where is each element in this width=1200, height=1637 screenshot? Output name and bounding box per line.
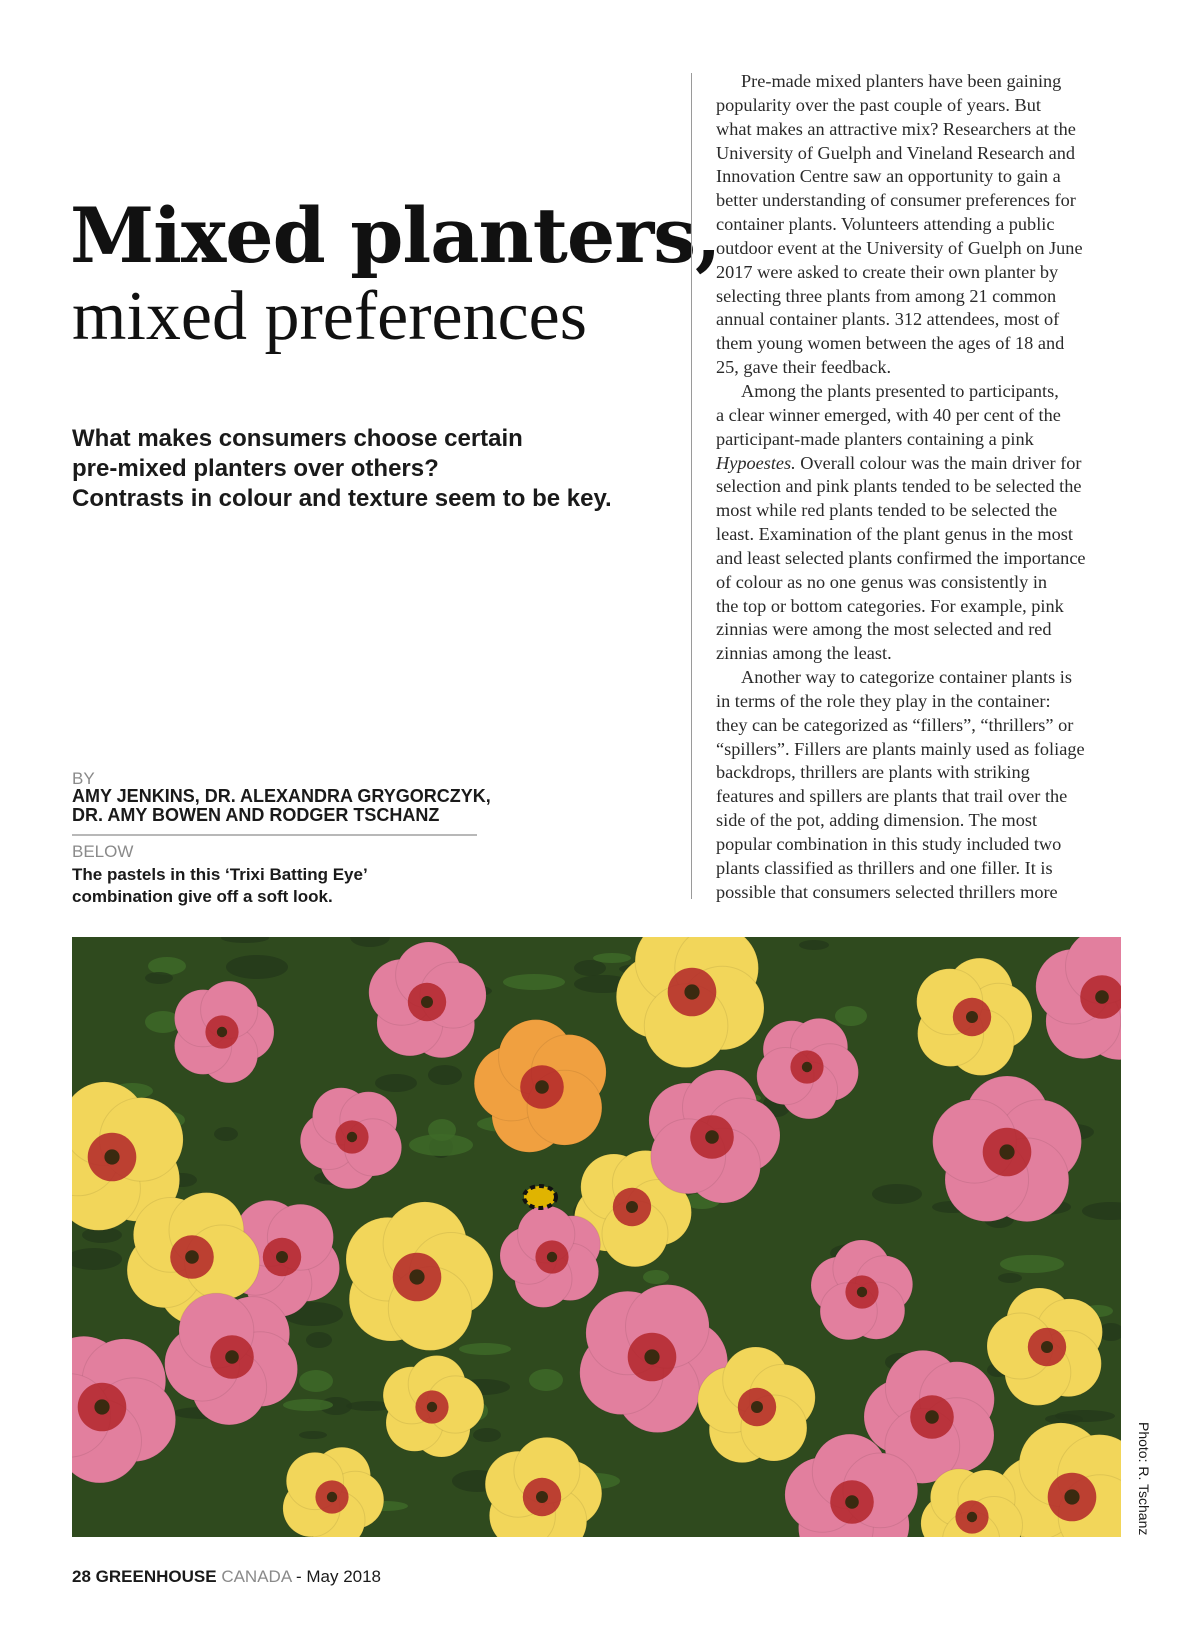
leaf [459,1343,511,1355]
leaf [473,1428,501,1442]
photo-caption [72,864,492,908]
body-line: University of Guelph and Vineland Research and [716,142,1076,163]
byline-author-line: DR. AMY BOWEN AND RODGER TSCHANZ [72,805,440,825]
article-body [716,70,1131,905]
flower-photo [72,937,1121,1537]
flower-center [185,1250,199,1264]
body-line: side of the pot, adding dimension. The most [716,810,1038,831]
leaf [998,1273,1022,1283]
flower-center [547,1252,557,1262]
byline-divider [72,834,477,836]
caption-line: The pastels in this ‘Trixi Batting Eye’ [72,865,368,884]
flower-center [421,996,433,1008]
leaf [306,1332,332,1348]
body-line: backdrops, thrillers are plants with striking [716,762,1030,783]
flower-center [347,1132,357,1142]
body-line: what makes an attractive mix? Researchers at the [716,118,1076,139]
flower-center [327,1492,337,1502]
body-line: selection and pink plants tended to be selected the [716,476,1082,497]
flower-center [626,1201,638,1213]
body-line: zinnias among the least. [716,643,892,664]
leaf [593,953,631,963]
body-line-rest: Overall colour was the main driver for [800,452,1082,473]
issue-date: - May 2018 [295,1567,382,1586]
leaf [148,957,186,975]
caption-label: BELOW [72,842,134,861]
flower-center [684,984,699,999]
flower-center [94,1399,109,1414]
body-line: a clear winner emerged, with 40 per cent of the [716,404,1061,425]
byline-label: BY [72,769,95,788]
flower-center [1064,1489,1079,1504]
body-line: of colour as no one genus was consistently in [716,571,1048,592]
leaf [283,1399,333,1411]
body-line: popularity over the past couple of years. But [716,94,1041,115]
article-deck [72,424,632,514]
body-line: annual container plants. 312 attendees, most of [716,309,1060,330]
leaf [872,1184,922,1204]
body-line: outdoor event at the University of Guelph on June [716,237,1083,258]
page-footer [72,1567,381,1587]
flower-center [1041,1341,1053,1353]
leaf [574,960,606,976]
deck-line: What makes consumers choose certain [72,425,523,452]
flower-center [225,1350,239,1364]
body-line: most while red plants tended to be selected the [716,500,1058,521]
flower-center [276,1251,288,1263]
flower-center [705,1130,719,1144]
flower-center [802,1062,812,1072]
flower-center [427,1402,437,1412]
flower-center [409,1269,424,1284]
flower-photo-art [72,937,1121,1537]
body-line: in terms of the role they play in the container: [716,690,1051,711]
body-line: them young women between the ages of 18 and [716,333,1065,354]
flower-center [967,1512,977,1522]
leaf [299,1431,327,1439]
leaf [529,1369,563,1391]
body-line: plants classified as thrillers and one filler. It is [716,857,1053,878]
body-line: possible that consumers selected thrillers more [716,881,1058,902]
flower-center [104,1149,119,1164]
leaf [409,1134,473,1156]
body-line: 25, gave their feedback. [716,357,892,378]
leaf [1000,1255,1064,1273]
body-line: features and spillers are plants that trail over the [716,786,1068,807]
flower-center [999,1144,1014,1159]
flower-center [1095,990,1109,1004]
body-line: popular combination in this study included two [716,834,1062,854]
leaf [214,1127,238,1141]
byline-author-line: AMY JENKINS, DR. ALEXANDRA GRYGORCZYK, [72,786,491,806]
body-line: “spillers”. Fillers are plants mainly used as foliage [716,738,1085,759]
photo-credit [1136,1422,1152,1537]
deck-line: pre-mixed planters over others? [72,455,439,482]
article-subtitle: mixed preferences [72,278,587,355]
magazine-name-light: CANADA [221,1567,292,1586]
body-line: better understanding of consumer preferences for [716,190,1076,211]
leaf [226,955,288,979]
article-title: Mixed planters, [70,191,721,280]
leaf [1055,1410,1115,1422]
body-line [716,452,1131,476]
flower-center [536,1491,548,1503]
flower-center [925,1410,939,1424]
body-line: zinnias were among the most selected and red [716,619,1052,640]
leaf [643,1270,669,1284]
bee [524,1186,556,1208]
page-number: 28 [72,1567,91,1586]
leaf [799,940,829,950]
italic-genus: Hypoestes. [716,452,796,473]
body-line: Innovation Centre saw an opportunity to gain a [716,166,1061,187]
byline-authors [72,787,532,825]
flower-center [751,1401,763,1413]
body-line: the top or bottom categories. For example, pink [716,595,1064,616]
body-line: participant-made planters containing a pink [716,428,1034,449]
body-line: Pre-made mixed planters have been gaining [741,71,1062,91]
flower-center [217,1027,227,1037]
leaf [503,974,565,990]
photo-credit-text: Photo: R. Tschanz [1136,1422,1152,1536]
leaf [299,1370,333,1392]
deck-line: Contrasts in colour and texture seem to be key. [72,485,612,512]
magazine-name: GREENHOUSE [95,1567,217,1586]
body-line: 2017 were asked to create their own planter by [716,261,1059,282]
body-line: Among the plants presented to participants, [741,380,1059,401]
body-line: selecting three plants from among 21 common [716,285,1057,306]
leaf [835,1006,867,1026]
flower-center [966,1011,978,1023]
flower-center [857,1287,867,1297]
body-line: least. Examination of the plant genus in the most [716,524,1073,545]
caption-line: combination give off a soft look. [72,887,333,906]
leaf [145,972,173,984]
flower-center [644,1349,659,1364]
flower-center [845,1495,859,1509]
leaf [375,1074,417,1092]
flower-center [535,1080,549,1094]
body-line: and least selected plants confirmed the importance [716,547,1086,568]
body-line: they can be categorized as “fillers”, “thrillers” or [716,714,1074,735]
leaf [428,1065,462,1085]
body-line: container plants. Volunteers attending a public [716,214,1055,235]
body-line: Another way to categorize container plants is [741,667,1072,688]
column-divider [691,73,692,899]
